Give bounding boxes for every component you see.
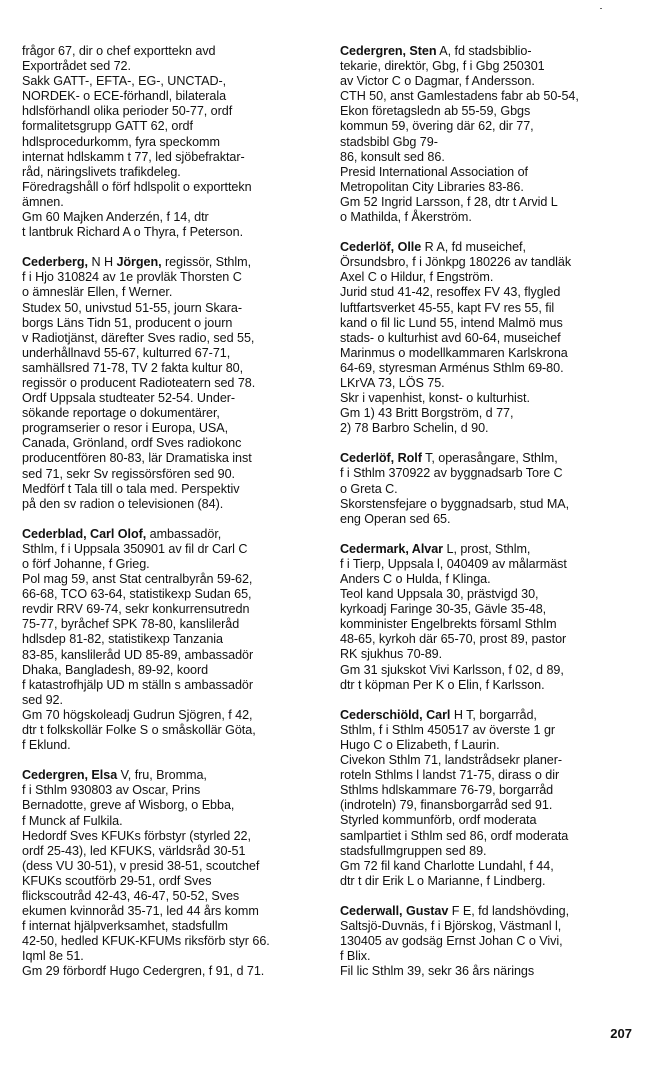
entry-line [340,44,640,59]
entry-line [22,316,322,331]
entry-text: hdlsförhandl olika perioder 50-77, ordf [22,104,233,119]
entry-line [340,451,640,466]
entry-line [340,874,640,889]
entry-text: V, fru, Bromma, [117,768,207,783]
entry-line [22,225,322,240]
entry-text: v Radiotjänst, därefter Sves radio, sed 55, [22,330,255,345]
entry-line [340,587,640,602]
entry-line [22,331,322,346]
entry-line [340,165,640,180]
entry-text: (indroteln) 79, finansborgarråd sed 91. [340,798,553,813]
entry-text: Bernadotte, greve af Wisborg, o Ebba, [22,798,235,813]
entry-text: flickscoutråd 42-43, 46-47, 50-52, Sves [22,888,240,903]
entry-line [22,768,322,783]
entry-line [22,180,322,195]
entry-line [340,255,640,270]
entry-line [340,723,640,738]
entry-line [340,753,640,768]
entry-line [340,602,640,617]
entry-text: Gm 70 högskoleadj Gudrun Sjögren, f 42, [22,707,253,722]
entry-line [22,648,322,663]
entry-line [340,240,640,255]
entry-text: o förf Johanne, f Grieg. [22,557,150,571]
entry-line [22,859,322,874]
entry-line [340,557,640,572]
entry-line [22,708,322,723]
entry-text: Sthlm, f i Uppsala 350901 av fil dr Carl C [22,541,248,556]
entry-text: Jurid stud 41-42, resoffex FV 43, flygled [340,285,561,300]
entry-name: Cederlöf, Rolf [340,451,422,466]
entry-text: stadsbibl Gbg 79- [340,134,438,149]
entry-text: 130405 av godsäg Ernst Johan C o Vivi, [340,934,563,949]
entry-text: frågor 67, dir o chef exporttekn avd [22,44,216,58]
entry-text: Fil lic Sthlm 39, sekr 36 års närings [340,964,535,979]
entry-line [340,647,640,662]
entry-text: N H [88,255,117,270]
entry-line [22,783,322,798]
entry-line [22,738,322,753]
entry-text: Dhaka, Bangladesh, 89-92, koord [22,662,209,677]
entry-text: Civekon Sthlm 71, landstrådsekr planer- [340,753,563,768]
entry-line [22,467,322,482]
page-number: 207 [610,1026,632,1041]
entry-line [22,195,322,210]
biography-entry-cederblad-carl-olof [22,527,322,753]
entry-line [340,497,640,512]
entry-line [340,829,640,844]
entry-text: Hedordf Sves KFUKs förbstyr (styrled 22, [22,828,251,843]
entry-line [22,165,322,180]
entry-text: Örsundsbro, f i Jönkpg 180226 av tandläk [340,255,572,270]
entry-text: Marinmus o modellkammaren Karlskrona [340,345,568,360]
entry-line [340,632,640,647]
entry-line [22,270,322,285]
entry-text: R A, fd museichef, [421,240,526,255]
entry-line [22,829,322,844]
entry-text: borgs Läns Tidn 51, producent o journ [22,315,233,330]
entry-line [22,421,322,436]
entry-line [22,904,322,919]
entry-line [340,904,640,919]
entry-line [340,708,640,723]
entry-text: KFUKs scoutförb 29-51, ordf Sves [22,873,212,888]
entry-line [340,813,640,828]
entry-name: Cederblad, Carl Olof, [22,526,147,541]
entry-text: 2) 78 Barbro Schelin, d 90. [340,421,489,436]
entry-line [340,572,640,587]
entry-line [340,859,640,874]
entry-text: f Eklund. [22,738,71,753]
entry-name: Cederschiöld, Carl [340,707,451,722]
entry-text: Gm 72 fil kand Charlotte Lundahl, f 44, [340,858,554,873]
entry-line [340,391,640,406]
entry-text: Ordf Uppsala studteater 52-54. Under- [22,391,236,406]
entry-line [340,135,640,150]
entry-line [22,150,322,165]
entry-text: f i Sthlm 370922 av byggnadsarb Tore C [340,466,563,481]
entry-text: Skr i vapenhist, konst- o kulturhist. [340,391,530,406]
entry-text: ekumen kvinnoråd 35-71, led 44 års komm [22,904,259,919]
entry-text: sed 71, sekr Sv regissörsfören sed 90. [22,466,235,481]
entry-line [22,572,322,587]
biography-entry-cedermark-alvar [340,542,640,693]
entry-line [22,798,322,813]
entry-line [22,74,322,89]
entry-line [340,738,640,753]
entry-line [340,270,640,285]
entry-text: 66-68, TCO 63-64, statistikexp Sudan 65, [22,587,252,602]
entry-text: Presid International Association of [340,164,528,179]
entry-line [340,542,640,557]
entry-text: Iqml 8e 51. [22,949,84,964]
biography-entry-cederschiold-carl [340,708,640,889]
entry-text: råd, näringslivets trafikdeleg. [22,164,181,179]
entry-line [22,889,322,904]
entry-line [340,301,640,316]
entry-text: F E, fd landshövding, [448,903,570,918]
entry-line [22,964,322,979]
entry-name: Cederwall, Gustav [340,903,449,918]
biography-entry-cederwall-gustav [340,904,640,979]
entry-text: LKrVA 73, LÖS 75. [340,375,445,390]
entry-text: underhållnavd 55-67, kulturred 67-71, [22,345,231,360]
entry-line [340,89,640,104]
entry-text: sökande reportage o dokumentärer, [22,406,220,421]
entry-line [22,482,322,497]
entry-text: f internat hjälpverksamhet, stadsfullm [22,919,228,934]
entry-line [340,361,640,376]
entry-line [22,678,322,693]
entry-text: o ämneslär Ellen, f Werner. [22,285,173,300]
entry-line [22,285,322,300]
entry-text: H T, borgarråd, [450,707,537,722]
entry-line [22,949,322,964]
entry-line [340,331,640,346]
entry-text: Sthlms hdlskammare 76-79, borgarråd [340,783,554,798]
entry-text: t lantbruk Richard A o Thyra, f Peterson. [22,225,244,240]
entry-line [22,104,322,119]
entry-text: Canada, Grönland, ordf Sves radiokonc [22,436,242,451]
entry-text: Metropolitan City Libraries 83-86. [340,179,524,194]
entry-text: stadsfullmgruppen sed 89. [340,843,487,858]
entry-text: f i Sthlm 930803 av Oscar, Prins [22,783,201,798]
entry-text: komminister Engelbrekts församl Sthlm [340,617,557,632]
entry-text: o Mathilda, f Åkerström. [340,210,472,225]
entry-line [340,919,640,934]
entry-line [22,119,322,134]
entry-text: regissör, Sthlm, [161,255,252,270]
entry-text: hdlsdep 81-82, statistikexp Tanzania [22,632,223,647]
biography-entry-cederlof-rolf [340,451,640,526]
entry-text: Pol mag 59, anst Stat centralbyrån 59-62, [22,572,253,587]
entry-line [340,210,640,225]
entry-text: NORDEK- o ECE-förhandl, bilaterala [22,89,227,104]
entry-text: Sthlm, f i Sthlm 450517 av överste 1 gr [340,722,556,737]
entry-text: ämnen. [22,194,64,209]
entry-text: Gm 1) 43 Britt Borgström, d 77, [340,406,514,421]
entry-line [340,406,640,421]
entry-text: RK sjukhus 70-89. [340,647,443,662]
entry-line [340,798,640,813]
entry-text: samhällsred 71-78, TV 2 fakta kultur 80, [22,360,244,375]
entry-text: Gm 31 sjukskot Vivi Karlsson, f 02, d 89, [340,662,564,677]
entry-name: Cedergren, Elsa [22,768,118,783]
entry-text: luftfartsverket 45-55, kapt FV res 55, fil [340,300,555,315]
entry-line [340,195,640,210]
entry-text: tekarie, direktör, Gbg, f i Gbg 250301 [340,59,545,74]
entry-name: Cederberg, [22,255,88,270]
entry-text: av Victor C o Dagmar, f Andersson. [340,74,535,89]
entry-text: kommun 59, övering där 62, dir 77, [340,119,534,134]
entry-line [340,964,640,979]
entry-text: 83-85, kanslileråd UD 85-89, ambassadör [22,647,254,662]
entry-name: Cederlöf, Olle [340,240,422,255]
entry-line [340,934,640,949]
entry-line [22,210,322,225]
entry-text: f i Tierp, Uppsala l, 040409 av målarmäst [340,556,567,571]
entry-line [22,617,322,632]
entry-line [340,482,640,497]
entry-line [340,316,640,331]
entry-line [22,814,322,829]
entry-text: f i Hjo 310824 av 1e provläk Thorsten C [22,270,242,285]
entry-text: (dess VU 30-51), v presid 38-51, scoutchef [22,858,260,873]
entry-text: CTH 50, anst Gamlestadens fabr ab 50-54, [340,89,579,104]
entry-text: producentfören 80-83, lär Dramatiska inst [22,451,252,466]
entry-line [340,285,640,300]
entry-text: Föredragshåll o förf hdlspolit o exporttekn [22,179,252,194]
entry-line [340,150,640,165]
entry-text: kand o fil lic Lund 55, intend Malmö mus [340,315,563,330]
entry-line [340,104,640,119]
entry-text: dtr t dir Erik L o Marianne, f Lindberg. [340,873,546,888]
entry-text: Styrled kommunförb, ordf moderata [340,813,537,828]
entry-line [340,421,640,436]
scan-speck [600,8,602,9]
entry-text: internat hdlskamm t 77, led sjöbefraktar- [22,149,245,164]
entry-text: på den sv radion o televisionen (84). [22,496,224,511]
entry-text: kyrkoadj Faringe 30-35, Gävle 35-48, [340,602,547,617]
entry-line [22,497,322,512]
entry-text: Ekon företagsledn ab 55-59, Gbgs [340,104,531,119]
entry-line [22,451,322,466]
entry-line [340,59,640,74]
entry-text: revdir RRV 69-74, sekr konkurrensutredn [22,602,250,617]
biography-entry-cederlof-olle [340,240,640,436]
entry-line [22,301,322,316]
biography-entry-continuation [22,44,322,240]
right-column [340,44,640,994]
entry-text: Axel C o Hildur, f Engström. [340,270,494,285]
entry-line [22,602,322,617]
entry-name: Cedermark, Alvar [340,541,444,556]
entry-line [22,436,322,451]
entry-text: Gm 29 förbordf Hugo Cedergren, f 91, d 71. [22,964,265,979]
entry-text: 48-65, kyrkoh där 65-70, prost 89, pastor [340,632,567,647]
entry-text: Teol kand Uppsala 30, prästvigd 30, [340,587,539,602]
entry-text: o Greta C. [340,481,398,496]
entry-text: Gm 60 Majken Anderzén, f 14, dtr [22,210,209,225]
entry-text: Saltsjö-Duvnäs, f i Björskog, Västmanl l, [340,918,562,933]
entry-line [340,346,640,361]
entry-text: 86, konsult sed 86. [340,149,445,164]
entry-line [22,406,322,421]
entry-line [22,527,322,542]
entry-text: sed 92. [22,692,63,707]
entry-line [22,59,322,74]
entry-line [340,180,640,195]
entry-text: regissör o producent Radioteatern sed 78. [22,375,256,390]
entry-line [340,949,640,964]
entry-line [340,512,640,527]
entry-name: Cedergren, Sten [340,44,437,58]
biography-entry-cederberg-jorgen [22,255,322,512]
entry-text: dtr t folkskollär Folke S o småskollär Göta, [22,723,256,738]
entry-text: hdlsprocedurkomm, fyra speckomm [22,134,220,149]
entry-text: Studex 50, univstud 51-55, journ Skara- [22,300,242,315]
entry-text: Gm 52 Ingrid Larsson, f 28, dtr t Arvid L [340,194,558,209]
entry-text: programserier o resor i Europa, USA, [22,421,229,436]
entry-line [340,844,640,859]
entry-text: dtr t köpman Per K o Elin, f Karlsson. [340,677,545,692]
entry-text: 42-50, hedled KFUK-KFUMs riksförb styr 66. [22,934,270,949]
entry-line [22,844,322,859]
entry-line [22,89,322,104]
entry-line [22,723,322,738]
entry-line [22,663,322,678]
left-column [22,44,322,995]
entry-text: formalitetsgrupp GATT 62, ordf [22,119,193,134]
biography-entry-cedergren-elsa [22,768,322,979]
entry-line [22,587,322,602]
entry-line [22,632,322,647]
entry-line [340,768,640,783]
entry-name: Jörgen, [116,255,162,270]
entry-line [22,135,322,150]
entry-line [340,466,640,481]
entry-line [22,874,322,889]
entry-text: L, prost, Sthlm, [443,541,531,556]
biography-entry-cedergren-sten [340,44,640,225]
entry-line [22,919,322,934]
entry-text: ordf 25-43), led KFUKS, världsråd 30-51 [22,843,246,858]
entry-line [22,934,322,949]
entry-line [22,542,322,557]
entry-line [22,255,322,270]
entry-line [340,617,640,632]
entry-line [340,376,640,391]
entry-line [22,557,322,572]
entry-line [22,693,322,708]
entry-line [340,663,640,678]
entry-text: samlpartiet i Sthlm sed 86, ordf moderata [340,828,569,843]
entry-text: stads- o kulturhist avd 60-64, museichef [340,330,561,345]
entry-text: 64-69, styresman Arménus Sthlm 69-80. [340,360,564,375]
entry-line [340,74,640,89]
entry-text: Exportrådet sed 72. [22,59,131,74]
entry-text: T, operasångare, Sthlm, [421,451,558,466]
entry-text: f Blix. [340,949,371,964]
entry-line [22,391,322,406]
entry-line [22,346,322,361]
entry-text: Hugo C o Elizabeth, f Laurin. [340,737,500,752]
entry-text: 75-77, byråchef SPK 78-80, kanslileråd [22,617,240,632]
entry-line [22,44,322,59]
entry-text: Anders C o Hulda, f Klinga. [340,572,491,586]
entry-line [22,361,322,376]
entry-line [340,678,640,693]
entry-line [22,376,322,391]
entry-text: Sakk GATT-, EFTA-, EG-, UNCTAD-, [22,74,227,89]
entry-text: ambassadör, [146,526,222,541]
entry-text: eng Operan sed 65. [340,511,451,526]
entry-text: f katastrofhjälp UD m ställn s ambassadör [22,677,254,692]
entry-text: A, fd stadsbiblio- [436,44,532,58]
entry-line [340,783,640,798]
entry-text: Medförf t Tala till o tala med. Perspektiv [22,481,240,496]
entry-text: roteln Sthlms l landst 71-75, dirass o dir [340,768,560,783]
entry-text: f Munck af Fulkila. [22,813,123,828]
entry-line [340,119,640,134]
entry-text: Skorstensfejare o byggnadsarb, stud MA, [340,496,570,511]
